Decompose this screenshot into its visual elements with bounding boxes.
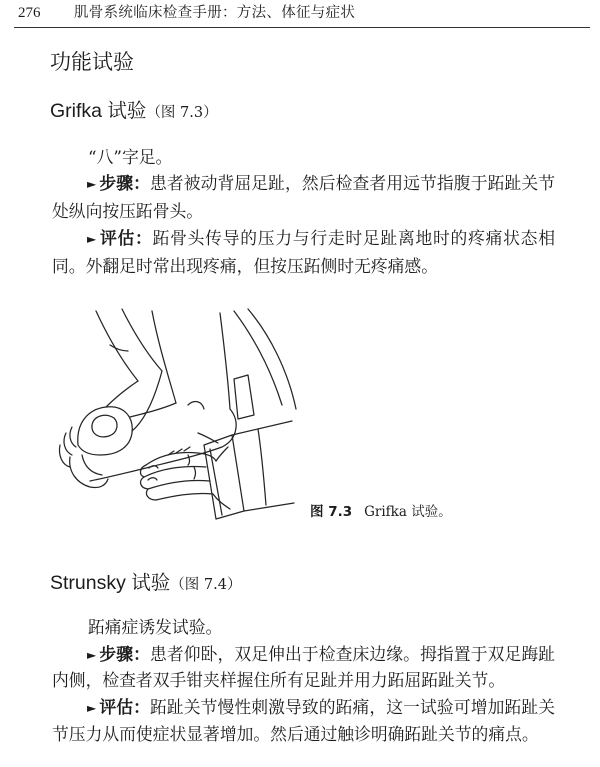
figure-caption-text: Grifka 试验。 — [364, 504, 452, 520]
strunsky-step-line-2: 内侧，检查者双手钳夹样握住所有足趾并用力跖屈跖趾关节。 — [52, 670, 506, 690]
grifka-evaluation-line-1 — [87, 228, 555, 249]
examiner-right-hand — [140, 447, 230, 509]
step-text: 患者被动背屈足趾，然后检查者用远节指腹于跖趾关节 — [149, 173, 555, 193]
strunsky-evaluation-line-1 — [87, 697, 555, 718]
patient-trouser — [234, 309, 296, 419]
strunsky-test-heading — [50, 571, 241, 597]
page-number: 276 — [18, 5, 41, 21]
grifka-test-heading — [50, 99, 218, 125]
strunsky-step-line-1 — [87, 644, 555, 665]
evaluation-text: 跖趾关节慢性刺激导致的跖痛，这一试验可增加跖趾关 — [149, 697, 555, 717]
figure-caption — [310, 503, 452, 521]
step-text: 患者仰卧，双足伸出于检查床边缘。拇指置于双足踇趾 — [149, 644, 555, 664]
step-label: 步骤： — [99, 644, 150, 664]
evaluation-label: 评估： — [99, 697, 150, 717]
grifka-step-line-1 — [87, 173, 555, 194]
evaluation-label: 评估： — [99, 228, 153, 248]
bullet-arrow-icon: ► — [87, 232, 97, 246]
section-title: 功能试验 — [50, 50, 134, 74]
figure-reference: （图 7.4） — [170, 577, 242, 593]
figure-reference: （图 7.3） — [146, 105, 218, 121]
grifka-intro: “八”字足。 — [88, 147, 173, 167]
bullet-arrow-icon: ► — [87, 177, 97, 191]
figure-label: 图 7.3 — [310, 504, 353, 520]
bullet-arrow-icon: ► — [87, 648, 97, 662]
examiner-sleeve-cuff — [204, 421, 294, 519]
grifka-step-line-2: 处纵向按压跖骨头。 — [52, 201, 204, 221]
strunsky-evaluation-line-2: 节压力从而使症状显著增加。然后通过触诊明确跖趾关节的痛点。 — [52, 724, 539, 744]
grifka-evaluation-line-2: 同。外翻足时常出现疼痛，但按压跖侧时无疼痛感。 — [52, 256, 438, 276]
evaluation-text: 跖骨头传导的压力与行走时足趾离地时的疼痛状态相 — [152, 228, 555, 248]
patient-leg — [152, 311, 236, 447]
test-name: Strunsky 试验 — [50, 572, 171, 594]
test-name: Grifka 试验 — [50, 100, 147, 122]
figure-7-3-illustration — [48, 305, 298, 527]
examiner-left-hand — [70, 371, 162, 488]
bullet-arrow-icon: ► — [87, 701, 97, 715]
strunsky-intro: 跖痛症诱发试验。 — [88, 617, 223, 637]
examiner-left-arm — [96, 309, 162, 381]
running-title: 肌骨系统临床检查手册：方法、体征与症状 — [74, 5, 356, 21]
header-rule — [14, 27, 590, 28]
step-label: 步骤： — [99, 173, 150, 193]
